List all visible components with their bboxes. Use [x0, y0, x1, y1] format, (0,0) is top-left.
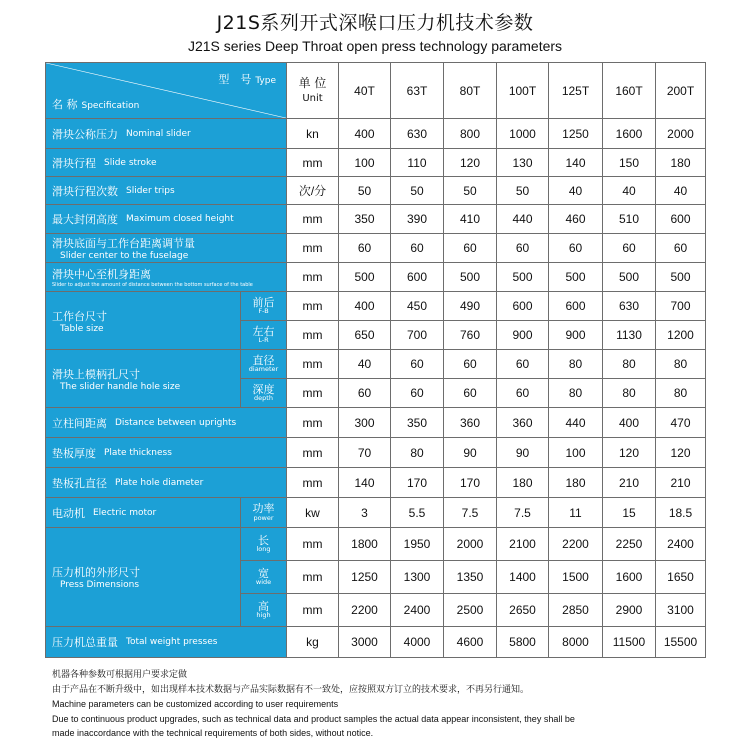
- row-label-en: Slider center to the fuselage: [60, 251, 189, 261]
- table-row: [46, 234, 706, 263]
- value-cell: 100: [549, 438, 603, 468]
- value-cell: 170: [391, 468, 444, 498]
- sub-label-en: high: [256, 611, 271, 620]
- table-row: [46, 263, 706, 292]
- unit-cell: 次/分: [287, 177, 339, 205]
- table-row: [46, 350, 706, 379]
- unit-cell: mm: [287, 561, 339, 594]
- unit-cell: mm: [287, 379, 339, 408]
- sub-label: [241, 561, 287, 594]
- value-cell: 1350: [444, 561, 497, 594]
- row-label: [46, 119, 287, 149]
- value-cell: 60: [444, 234, 497, 263]
- sub-label: [241, 528, 287, 561]
- value-cell: 2250: [603, 528, 656, 561]
- value-cell: 80: [603, 379, 656, 408]
- value-cell: 360: [497, 408, 549, 438]
- row-label-cn: 滑块中心至机身距离: [52, 268, 151, 281]
- sub-label: [241, 321, 287, 350]
- value-cell: 1300: [391, 561, 444, 594]
- sub-label-cn: 宽: [258, 566, 269, 580]
- title-english: J21S series Deep Throat open press technology parameters: [187, 38, 563, 54]
- row-label: [46, 408, 287, 438]
- sub-label-en: diameter: [248, 365, 279, 374]
- unit-cell: mm: [287, 528, 339, 561]
- model-header: 40T: [339, 63, 391, 119]
- row-label: [46, 292, 241, 350]
- table-row: [46, 205, 706, 234]
- row-label-en: Nominal slider: [126, 128, 191, 139]
- unit-cell: mm: [287, 408, 339, 438]
- value-cell: 60: [656, 234, 706, 263]
- value-cell: 150: [603, 149, 656, 177]
- row-label-text: [46, 366, 240, 392]
- row-label-en: Total weight presses: [126, 637, 218, 647]
- row-label-text: [46, 183, 286, 199]
- table-row: [46, 149, 706, 177]
- value-cell: 60: [549, 234, 603, 263]
- table-row: [46, 468, 706, 498]
- row-label-en: Slider to adjust the amount of distance between the bottom surface of the table: [52, 282, 253, 288]
- value-cell: 15500: [656, 627, 706, 658]
- value-cell: 400: [603, 408, 656, 438]
- value-cell: 4000: [391, 627, 444, 658]
- value-cell: 470: [656, 408, 706, 438]
- value-cell: 120: [656, 438, 706, 468]
- value-cell: 60: [391, 234, 444, 263]
- unit-cell: mm: [287, 468, 339, 498]
- value-cell: 500: [444, 263, 497, 292]
- unit-cell: kn: [287, 119, 339, 149]
- row-label-cn: 滑块公称压力: [52, 127, 118, 141]
- value-cell: 140: [339, 468, 391, 498]
- header-row: [46, 63, 706, 119]
- row-label-en: Plate hole diameter: [115, 477, 204, 488]
- value-cell: 390: [391, 205, 444, 234]
- table-row: [46, 177, 706, 205]
- sub-label-cn: 前后: [252, 295, 275, 309]
- sub-label: [241, 594, 287, 627]
- unit-cell: mm: [287, 350, 339, 379]
- value-cell: 90: [444, 438, 497, 468]
- value-cell: 1600: [603, 119, 656, 149]
- value-cell: 170: [444, 468, 497, 498]
- row-label-text: [46, 445, 286, 461]
- unit-header: 单 位 Unit: [287, 63, 339, 119]
- value-cell: 60: [444, 350, 497, 379]
- model-header: 63T: [391, 63, 444, 119]
- row-label-en: Plate thickness: [104, 447, 172, 458]
- row-label-text: [46, 211, 286, 227]
- value-cell: 40: [339, 350, 391, 379]
- row-label-cn: 垫板孔直径: [52, 476, 107, 490]
- value-cell: 490: [444, 292, 497, 321]
- unit-cell: mm: [287, 205, 339, 234]
- value-cell: 40: [656, 177, 706, 205]
- value-cell: 70: [339, 438, 391, 468]
- row-label: [46, 149, 287, 177]
- value-cell: 80: [549, 379, 603, 408]
- unit-cell: mm: [287, 594, 339, 627]
- model-header: 80T: [444, 63, 497, 119]
- value-cell: 60: [603, 234, 656, 263]
- row-label-en: Distance between uprights: [115, 417, 237, 428]
- value-cell: 180: [656, 149, 706, 177]
- value-cell: 760: [444, 321, 497, 350]
- table-row: [46, 528, 706, 561]
- sub-label-cn: 功率: [252, 502, 275, 516]
- value-cell: 80: [656, 379, 706, 408]
- row-label-cn: 滑块上模柄孔尺寸: [52, 367, 140, 381]
- note-cn-1: 机器各种参数可根据用户要求定做: [52, 670, 188, 680]
- value-cell: 3: [339, 498, 391, 528]
- value-cell: 110: [391, 149, 444, 177]
- sub-label: [241, 379, 287, 408]
- value-cell: 2850: [549, 594, 603, 627]
- value-cell: 50: [339, 177, 391, 205]
- row-label: [46, 498, 241, 528]
- note-en-1: Machine parameters can be customized according to user requirements: [52, 699, 339, 709]
- table-row: [46, 627, 706, 658]
- value-cell: 120: [444, 149, 497, 177]
- row-label-text: [46, 505, 240, 521]
- sub-label-en: F-B: [258, 307, 269, 316]
- value-cell: 440: [497, 205, 549, 234]
- value-cell: 60: [497, 379, 549, 408]
- sub-label: [241, 350, 287, 379]
- value-cell: 100: [339, 149, 391, 177]
- value-cell: 3000: [339, 627, 391, 658]
- row-label-cn: 滑块行程次数: [52, 184, 118, 198]
- value-cell: 80: [549, 350, 603, 379]
- header-corner-cell: [46, 63, 287, 119]
- title-chinese: J21S系列开式深喉口压力机技术参数: [216, 12, 534, 34]
- value-cell: 18.5: [656, 498, 706, 528]
- value-cell: 630: [603, 292, 656, 321]
- sub-label-cn: 左右: [252, 324, 275, 338]
- value-cell: 140: [549, 149, 603, 177]
- value-cell: 600: [656, 205, 706, 234]
- value-cell: 40: [603, 177, 656, 205]
- row-label-en: Slider trips: [126, 185, 175, 196]
- value-cell: 60: [391, 350, 444, 379]
- table-row: [46, 408, 706, 438]
- value-cell: 600: [497, 292, 549, 321]
- spec-table: [45, 62, 706, 658]
- row-label: [46, 468, 287, 498]
- value-cell: 440: [549, 408, 603, 438]
- row-label-en: Electric motor: [93, 507, 157, 518]
- value-cell: 60: [444, 379, 497, 408]
- value-cell: 50: [444, 177, 497, 205]
- sub-label-cn: 高: [258, 599, 269, 613]
- row-label: [46, 350, 241, 408]
- sub-label-en: L-R: [258, 336, 269, 345]
- table-row: [46, 498, 706, 528]
- row-label-cn: 最大封闭高度: [52, 213, 118, 226]
- value-cell: 700: [656, 292, 706, 321]
- value-cell: 350: [339, 205, 391, 234]
- value-cell: 3100: [656, 594, 706, 627]
- sub-label-en: wide: [255, 578, 272, 587]
- value-cell: 7.5: [497, 498, 549, 528]
- row-label-cn: 垫板厚度: [52, 446, 96, 460]
- row-label-cn: 压力机的外形尺寸: [52, 566, 140, 579]
- row-label-en: Press Dimensions: [60, 580, 140, 590]
- value-cell: 1000: [497, 119, 549, 149]
- row-label-text: [46, 564, 240, 590]
- row-label-en: Slide stroke: [104, 157, 157, 168]
- row-label-cn: 压力机总重量: [52, 636, 118, 649]
- note-cn-2: 由于产品在不断升级中，如出现样本技术数据与产品实际数据有不一致处，应按照双方订立的技术要求，不再另行通知。: [52, 684, 530, 695]
- unit-cell: mm: [287, 149, 339, 177]
- value-cell: 130: [497, 149, 549, 177]
- row-label: [46, 263, 287, 292]
- value-cell: 360: [444, 408, 497, 438]
- row-label-en: Maximum closed height: [126, 214, 234, 224]
- sub-label: [241, 498, 287, 528]
- value-cell: 510: [603, 205, 656, 234]
- row-label-text: [46, 415, 286, 431]
- value-cell: 460: [549, 205, 603, 234]
- spec-table-body: [46, 63, 706, 658]
- value-cell: 900: [497, 321, 549, 350]
- value-cell: 410: [444, 205, 497, 234]
- value-cell: 2000: [444, 528, 497, 561]
- value-cell: 210: [603, 468, 656, 498]
- row-label-text: [46, 266, 286, 288]
- sub-label-en: power: [253, 513, 274, 522]
- unit-cell: mm: [287, 438, 339, 468]
- value-cell: 60: [339, 234, 391, 263]
- value-cell: 60: [497, 234, 549, 263]
- value-cell: 8000: [549, 627, 603, 658]
- value-cell: 1650: [656, 561, 706, 594]
- specification-header-label: 名 称 Specification: [52, 98, 140, 111]
- table-row: [46, 292, 706, 321]
- value-cell: 1950: [391, 528, 444, 561]
- model-header: 100T: [497, 63, 549, 119]
- row-label-en: The slider handle hole size: [60, 381, 181, 392]
- row-label-cn: 滑块底面与工作台距离调节量: [52, 237, 195, 250]
- value-cell: 500: [656, 263, 706, 292]
- row-label: [46, 438, 287, 468]
- value-cell: 2400: [656, 528, 706, 561]
- value-cell: 2200: [339, 594, 391, 627]
- value-cell: 40: [549, 177, 603, 205]
- value-cell: 4600: [444, 627, 497, 658]
- model-header: 125T: [549, 63, 603, 119]
- row-label: [46, 205, 287, 234]
- value-cell: 2100: [497, 528, 549, 561]
- sub-label-cn: 直径: [252, 353, 275, 367]
- sub-label-cn: 长: [258, 533, 269, 547]
- row-label-text: [46, 235, 286, 261]
- value-cell: 60: [391, 379, 444, 408]
- value-cell: 90: [497, 438, 549, 468]
- value-cell: 500: [549, 263, 603, 292]
- row-label-text: [46, 308, 240, 334]
- model-header: 160T: [603, 63, 656, 119]
- value-cell: 800: [444, 119, 497, 149]
- value-cell: 500: [497, 263, 549, 292]
- value-cell: 50: [497, 177, 549, 205]
- table-row: [46, 119, 706, 149]
- value-cell: 1800: [339, 528, 391, 561]
- row-label-cn: 工作台尺寸: [52, 309, 107, 323]
- row-label-text: [46, 475, 286, 491]
- value-cell: 2400: [391, 594, 444, 627]
- value-cell: 700: [391, 321, 444, 350]
- value-cell: 1400: [497, 561, 549, 594]
- row-label-cn: 滑块行程: [52, 156, 96, 170]
- value-cell: 600: [391, 263, 444, 292]
- value-cell: 5.5: [391, 498, 444, 528]
- value-cell: 15: [603, 498, 656, 528]
- value-cell: 11: [549, 498, 603, 528]
- value-cell: 2200: [549, 528, 603, 561]
- row-label: [46, 234, 287, 263]
- row-label-cn: 电动机: [52, 506, 85, 520]
- value-cell: 2000: [656, 119, 706, 149]
- value-cell: 630: [391, 119, 444, 149]
- unit-cell: kw: [287, 498, 339, 528]
- value-cell: 350: [391, 408, 444, 438]
- note-en-3: made inaccordance with the technical requirements of both sides, without notice.: [52, 728, 374, 738]
- row-label-cn: 立柱间距离: [52, 416, 107, 430]
- type-header-label: 型 号 Type: [218, 73, 276, 86]
- value-cell: 1250: [339, 561, 391, 594]
- value-cell: 1130: [603, 321, 656, 350]
- value-cell: 650: [339, 321, 391, 350]
- row-label-text: [46, 634, 286, 650]
- value-cell: 7.5: [444, 498, 497, 528]
- value-cell: 11500: [603, 627, 656, 658]
- value-cell: 180: [497, 468, 549, 498]
- value-cell: 450: [391, 292, 444, 321]
- unit-cell: kg: [287, 627, 339, 658]
- value-cell: 400: [339, 292, 391, 321]
- value-cell: 80: [603, 350, 656, 379]
- row-label: [46, 177, 287, 205]
- value-cell: 2900: [603, 594, 656, 627]
- value-cell: 120: [603, 438, 656, 468]
- sub-label-en: depth: [254, 394, 273, 403]
- value-cell: 500: [339, 263, 391, 292]
- value-cell: 60: [339, 379, 391, 408]
- value-cell: 50: [391, 177, 444, 205]
- row-label-text: [46, 155, 286, 171]
- value-cell: 80: [391, 438, 444, 468]
- value-cell: 400: [339, 119, 391, 149]
- value-cell: 1500: [549, 561, 603, 594]
- value-cell: 210: [656, 468, 706, 498]
- row-label: [46, 627, 287, 658]
- sub-label: [241, 292, 287, 321]
- value-cell: 2650: [497, 594, 549, 627]
- sub-label-en: long: [256, 545, 271, 554]
- value-cell: 60: [497, 350, 549, 379]
- row-label-en: Table size: [60, 323, 104, 334]
- value-cell: 180: [549, 468, 603, 498]
- value-cell: 2500: [444, 594, 497, 627]
- unit-cell: mm: [287, 234, 339, 263]
- value-cell: 5800: [497, 627, 549, 658]
- unit-cell: mm: [287, 292, 339, 321]
- value-cell: 500: [603, 263, 656, 292]
- unit-cell: mm: [287, 263, 339, 292]
- value-cell: 80: [656, 350, 706, 379]
- value-cell: 300: [339, 408, 391, 438]
- value-cell: 900: [549, 321, 603, 350]
- model-header: 200T: [656, 63, 706, 119]
- value-cell: 1250: [549, 119, 603, 149]
- row-label: [46, 528, 241, 627]
- notes: [52, 668, 575, 741]
- value-cell: 600: [549, 292, 603, 321]
- unit-cell: mm: [287, 321, 339, 350]
- table-row: [46, 438, 706, 468]
- sub-label-cn: 深度: [252, 382, 275, 396]
- row-label-text: [46, 126, 286, 142]
- value-cell: 1200: [656, 321, 706, 350]
- note-en-2: Due to continuous product upgrades, such as technical data and product samples the actual data appear inconsistent, they shall be: [52, 713, 575, 724]
- value-cell: 1600: [603, 561, 656, 594]
